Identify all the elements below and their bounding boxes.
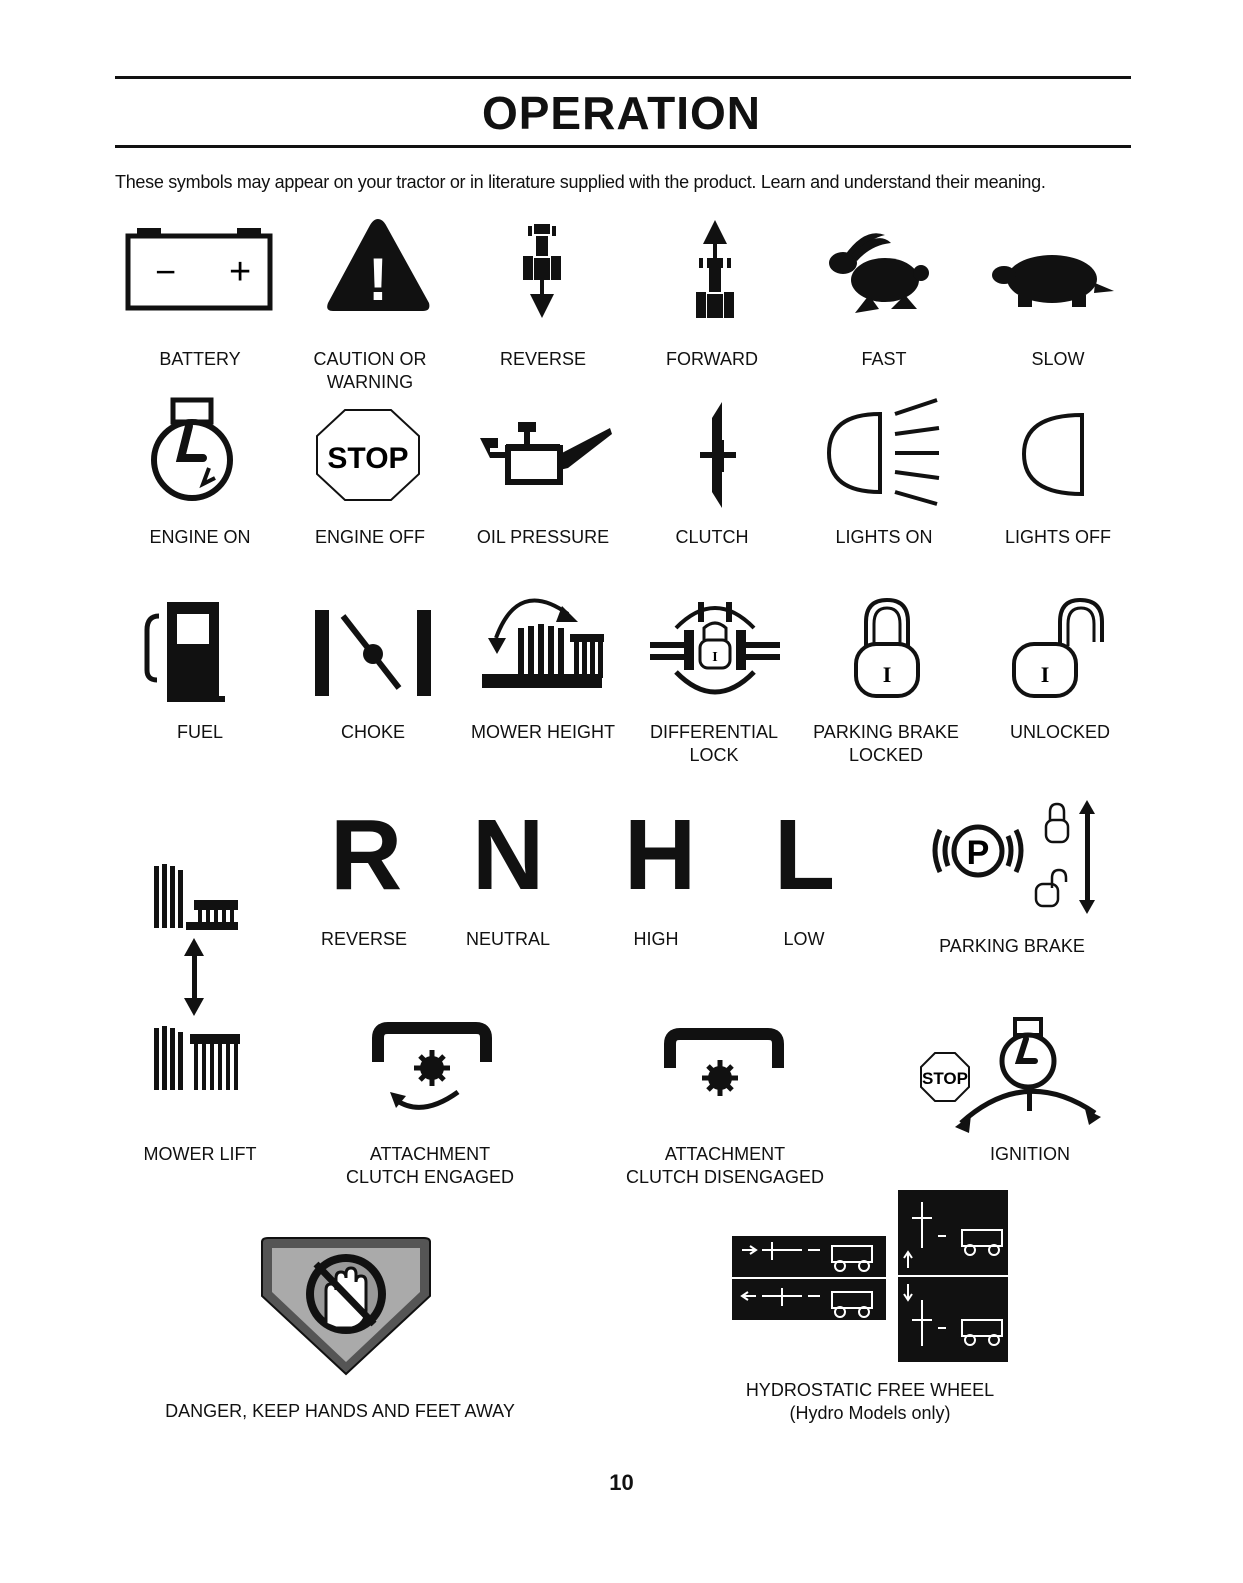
battery-minus: − xyxy=(155,251,177,292)
padlock-locked-icon xyxy=(852,596,922,701)
attachment-disengaged-icon xyxy=(664,1028,784,1113)
slow-label: SLOW xyxy=(1031,349,1085,369)
unlock-mark: I xyxy=(1040,662,1050,687)
lights-on-label: LIGHTS ON xyxy=(835,527,933,547)
engine-on-icon xyxy=(145,398,240,503)
headlight-off-icon xyxy=(1020,412,1090,497)
warning-triangle-icon xyxy=(323,215,433,315)
mower-lift-icon xyxy=(150,860,245,1095)
reverse-label: REVERSE xyxy=(499,349,587,369)
unlocked-label: UNLOCKED xyxy=(1009,722,1111,742)
battery-plus: + xyxy=(229,251,252,293)
choke-icon xyxy=(313,608,433,698)
lights-off-label: LIGHTS OFF xyxy=(1004,527,1111,547)
oil-can-icon xyxy=(478,418,618,498)
forward-tractor-icon xyxy=(693,218,738,323)
caution-mark: ! xyxy=(368,246,388,313)
top-rule xyxy=(115,76,1131,79)
choke-label: CHOKE xyxy=(340,722,405,742)
mower-height-label: MOWER HEIGHT xyxy=(471,722,615,742)
battery-label: BATTERY xyxy=(159,349,241,369)
padlock-unlocked-icon xyxy=(1010,596,1110,701)
fuel-label: FUEL xyxy=(176,722,223,742)
mower-height-icon xyxy=(478,588,608,698)
battery-icon xyxy=(125,228,275,313)
caution-label: CAUTION OR WARNING xyxy=(313,349,427,392)
clutch-label: CLUTCH xyxy=(675,527,749,547)
title-rule xyxy=(115,145,1131,148)
danger-label: DANGER, KEEP HANDS AND FEET AWAY xyxy=(165,1401,515,1421)
parking-brake-icon xyxy=(928,800,1108,920)
clutch-pedal-icon xyxy=(698,400,738,510)
gear-h-letter: H xyxy=(624,799,697,911)
reverse-tractor-icon xyxy=(520,222,565,322)
danger-hand-icon xyxy=(256,1236,436,1378)
gear-neutral-label: NEUTRAL xyxy=(465,929,550,949)
fast-label: FAST xyxy=(861,349,907,369)
oil-pressure-label: OIL PRESSURE xyxy=(476,527,610,547)
engine-off-label: ENGINE OFF xyxy=(314,527,425,547)
gear-high-label: HIGH xyxy=(633,929,679,949)
forward-label: FORWARD xyxy=(666,349,758,369)
turtle-icon xyxy=(990,245,1120,310)
parking-lock-mark: I xyxy=(882,662,892,687)
attachment-disengaged-label: ATTACHMENT CLUTCH DISENGAGED xyxy=(625,1144,825,1187)
ignition-label: IGNITION xyxy=(990,1144,1070,1164)
attachment-engaged-label: ATTACHMENT CLUTCH ENGAGED xyxy=(345,1144,515,1187)
ignition-stop-text: STOP xyxy=(922,1069,968,1088)
parking-brake-locked-label: PARKING BRAKE LOCKED xyxy=(813,722,959,765)
ignition-icon xyxy=(915,1015,1105,1135)
parking-p-letter: P xyxy=(966,834,990,872)
mower-lift-label: MOWER LIFT xyxy=(143,1144,257,1164)
page-title: OPERATION xyxy=(481,87,762,139)
engine-on-label: ENGINE ON xyxy=(149,527,251,547)
page-number: 10 xyxy=(609,1470,634,1495)
hydro-free-wheel-icon xyxy=(732,1188,1012,1363)
hydro-label: HYDROSTATIC FREE WHEEL (Hydro Models only) xyxy=(745,1380,995,1423)
intro-text: These symbols may appear on your tractor or in literature supplied with the product. Learn and understand their meaning. xyxy=(115,172,1046,192)
differential-lock-label: DIFFERENTIAL LOCK xyxy=(649,722,778,765)
diff-lock-mark: I xyxy=(712,650,718,665)
stop-text: STOP xyxy=(327,442,409,475)
attachment-engaged-icon xyxy=(372,1022,492,1122)
gear-low-label: LOW xyxy=(783,929,825,949)
parking-brake-label: PARKING BRAKE xyxy=(939,936,1085,956)
rabbit-icon xyxy=(825,225,935,320)
gear-reverse-label: REVERSE xyxy=(320,929,408,949)
gear-r-letter: R xyxy=(330,799,403,911)
headlight-on-icon xyxy=(825,398,945,508)
differential-lock-icon xyxy=(648,598,783,703)
gear-l-letter: L xyxy=(774,799,836,911)
fuel-pump-icon xyxy=(145,600,235,705)
stop-octagon-icon xyxy=(313,408,423,503)
gear-n-letter: N xyxy=(472,799,545,911)
